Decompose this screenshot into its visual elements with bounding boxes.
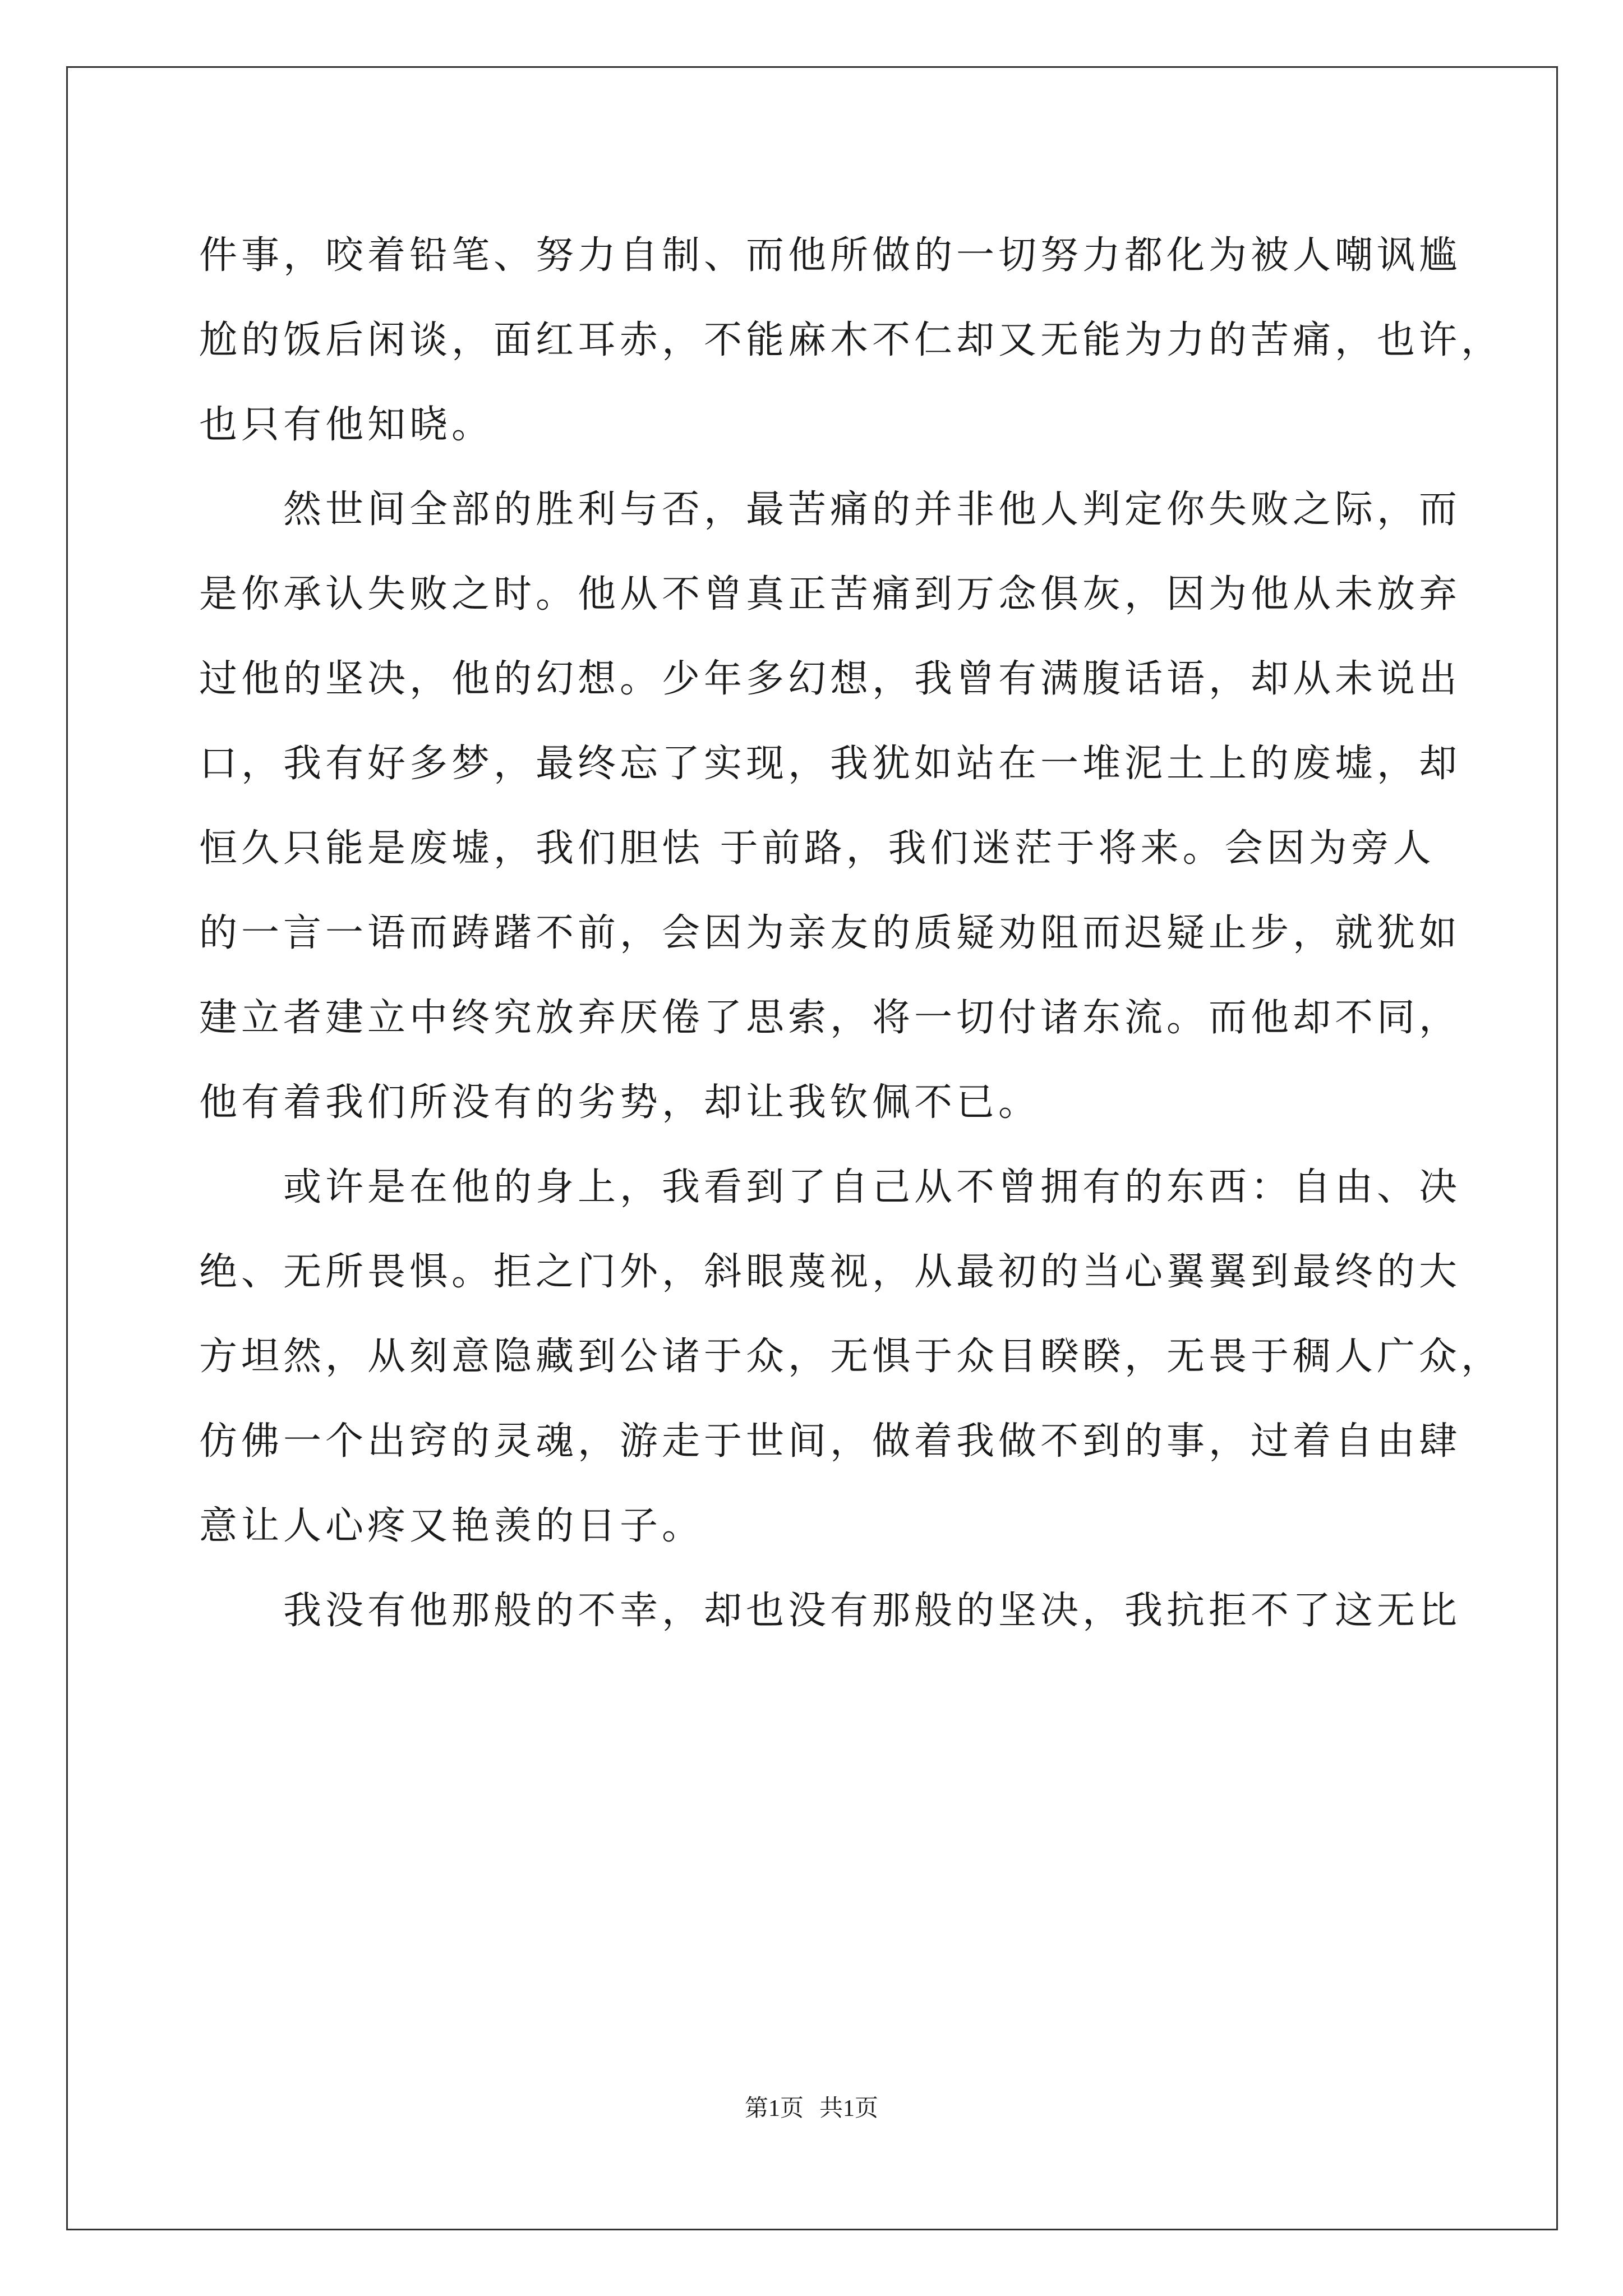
text-line: 然世间全部的胜利与否，最苦痛的并非他人判定你失败之际，而 (199, 487, 1461, 532)
text-line: 的一言一语而踌躇不前，会因为亲友的质疑劝阻而迟疑止步，就犹如 (199, 911, 1461, 955)
text-line: 件事，咬着铅笔、努力自制、而他所做的一切努力都化为被人嘲讽尴 (199, 233, 1461, 278)
text-line: 口，我有好多梦，最终忘了实现，我犹如站在一堆泥土上的废墟，却 (199, 742, 1461, 786)
text-line: 方坦然，从刻意隐藏到公诸于众，无惧于众目睽睽，无畏于稠人广众， (199, 1335, 1504, 1379)
page-number: 第1页 (744, 2096, 804, 2122)
page-footer (0, 2090, 1623, 2123)
text-line: 我没有他那般的不幸，却也没有那般的坚决，我抗拒不了这无比 (199, 1589, 1461, 1633)
text-line: 过他的坚决，他的幻想。少年多幻想，我曾有满腹话语，却从未说出 (199, 657, 1461, 701)
text-line: 绝、无所畏惧。拒之门外，斜眼蔑视，从最初的当心翼翼到最终的大 (199, 1250, 1461, 1294)
text-line: 他有着我们所没有的劣势，却让我钦佩不已。 (199, 1080, 1041, 1125)
text-line: 仿佛一个出窍的灵魂，游走于世间，做着我做不到的事，过着自由肆 (199, 1419, 1461, 1464)
paragraph-1 (199, 213, 1504, 467)
paragraph-2 (199, 467, 1461, 1145)
text-line: 或许是在他的身上，我看到了自己从不曾拥有的东西：自由、决 (199, 1165, 1461, 1209)
text-line: 建立者建立中终究放弃厌倦了思索，将一切付诸东流。而他却不同， (199, 996, 1461, 1040)
page-total: 共1页 (819, 2096, 879, 2122)
paragraph-4 (199, 1568, 1461, 1653)
text-line: 恒久只能是废墟，我们胆怯 于前路，我们迷茫于将来。会因为旁人 (199, 826, 1435, 871)
document-body (199, 213, 1504, 1653)
text-line: 也只有他知晓。 (199, 403, 494, 447)
text-line: 尬的饭后闲谈，面红耳赤，不能麻木不仁却又无能为力的苦痛，也许， (199, 318, 1504, 362)
text-line: 是你承认失败之时。他从不曾真正苦痛到万念俱灰，因为他从未放弃 (199, 572, 1461, 616)
text-line: 意让人心疼又艳羡的日子。 (199, 1504, 704, 1548)
paragraph-3 (199, 1145, 1504, 1568)
